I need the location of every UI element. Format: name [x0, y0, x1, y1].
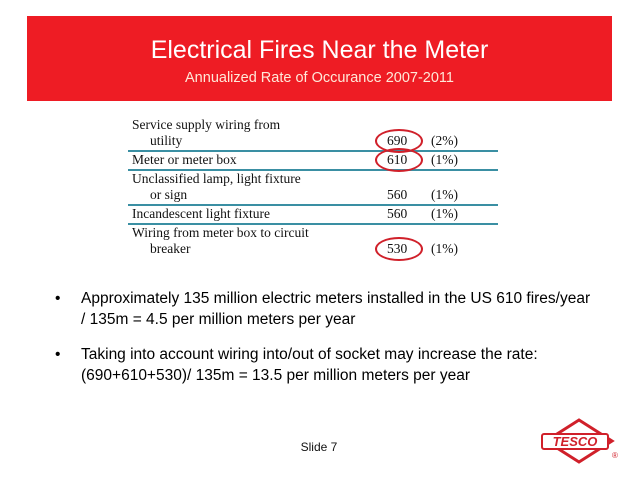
row-label: Wiring from meter box to circuit	[132, 225, 309, 240]
bullet-marker: •	[55, 346, 61, 363]
row-percent: (2%)	[431, 133, 458, 148]
table-row	[128, 225, 498, 257]
table-row	[128, 171, 498, 203]
table-row	[128, 152, 498, 168]
row-percent: (1%)	[431, 187, 458, 202]
row-count: 690	[387, 133, 408, 148]
row-percent: (1%)	[431, 152, 458, 167]
row-label: Incandescent light fixture	[132, 206, 270, 221]
row-label-continued: utility	[150, 133, 183, 148]
slide-title: Electrical Fires Near the Meter	[150, 36, 489, 64]
row-count: 560	[387, 206, 408, 221]
highlight-circle	[375, 148, 423, 172]
row-percent: (1%)	[431, 206, 458, 221]
highlight-circle	[375, 237, 423, 261]
table-row	[128, 117, 498, 149]
row-label: Meter or meter box	[132, 152, 237, 167]
bullet-item	[55, 288, 595, 330]
tesco-logo-icon	[540, 418, 618, 464]
bullet-list	[55, 288, 595, 400]
fire-cause-table	[128, 117, 498, 259]
row-count: 530	[387, 241, 408, 256]
slide-subtitle: Annualized Rate of Occurance 2007-2011	[185, 70, 454, 86]
slide-number: Slide 7	[300, 440, 338, 454]
row-percent: (1%)	[431, 241, 458, 256]
title-banner	[27, 16, 612, 101]
row-count: 610	[387, 152, 408, 167]
bullet-marker: •	[55, 290, 61, 307]
table-row	[128, 206, 498, 222]
row-label: Service supply wiring from	[132, 117, 281, 132]
registered-mark: ®	[612, 451, 618, 460]
row-label-continued: breaker	[150, 241, 191, 256]
bullet-text: Approximately 135 million electric meters installed in the US 610 fires/year / 135m = 4.5 per million meters per year	[81, 290, 591, 328]
row-label-continued: or sign	[150, 187, 188, 202]
bullet-item	[55, 344, 595, 386]
tesco-logo	[540, 418, 618, 464]
bullet-text: Taking into account wiring into/out of socket may increase the rate: (690+610+530)/ 135m = 13.5 per million meters per year	[81, 346, 538, 384]
logo-lettering: TESCO	[552, 434, 598, 449]
row-count: 560	[387, 187, 408, 202]
row-label: Unclassified lamp, light fixture	[132, 171, 301, 186]
